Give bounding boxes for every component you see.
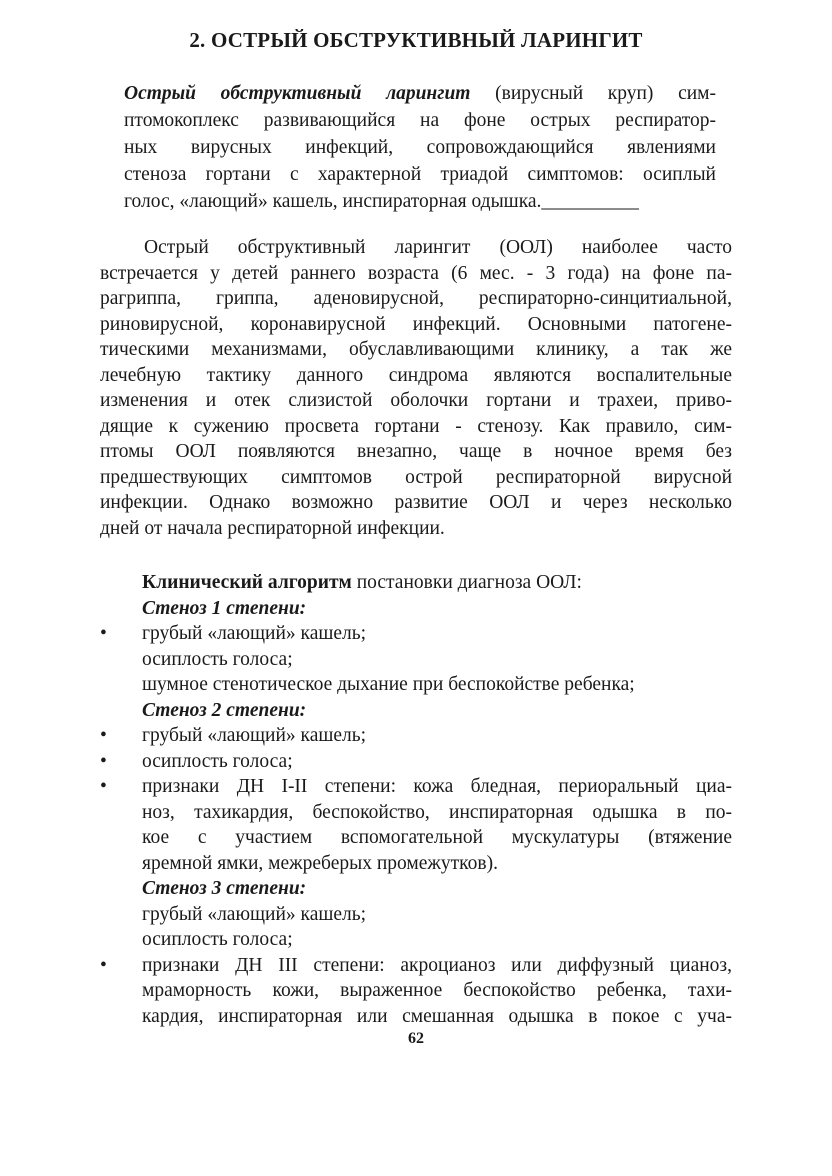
list-item: [100, 749, 732, 775]
list-item-text: осиплость голоса;: [142, 750, 293, 772]
stage-1-heading: Стеноз 1 степени:: [142, 597, 307, 619]
paragraph-line: рагриппа, гриппа, аденовирусной, респираторно-синцитиальной,: [100, 288, 732, 309]
list-item-line: яремной ямки, межреберых промежутков).: [142, 852, 498, 874]
bullet-icon: •: [100, 954, 107, 976]
paragraph-line: птомы ООЛ появляются внезапно, чаще в ночное время без: [100, 441, 732, 462]
algorithm-title: [100, 570, 732, 596]
page-number: 62: [408, 1030, 424, 1047]
definition-line: птомокоплекс развивающийся на фоне острых респиратор-: [124, 110, 716, 131]
list-item-text: грубый «лающий» кашель;: [142, 903, 367, 925]
definition-line: ных вирусных инфекций, сопровождающийся явлениями: [124, 137, 716, 158]
bullet-icon: •: [100, 623, 107, 644]
paragraph-line: предшествующих симптомов острой респираторной вирусной: [100, 466, 732, 488]
list-item: [100, 723, 732, 749]
definition-line: голос, «лающий» кашель, инспираторная одышка.__________: [124, 191, 639, 212]
list-item: [100, 774, 732, 876]
list-item: [100, 621, 732, 647]
list-item-line: признаки ДН III степени: акроцианоз или диффузный цианоз,: [142, 954, 732, 976]
definition-line-rest: (вирусный круп) сим-: [495, 83, 717, 104]
list-item-text: осиплость голоса;: [142, 648, 293, 670]
body-paragraph: [100, 235, 732, 541]
list-item-line: признаки ДН I-II степени: кожа бледная, периоральный циа-: [142, 776, 732, 797]
definition-line: [124, 80, 716, 107]
paragraph-line: лечебную тактику данного синдрома являются воспалительные: [100, 364, 732, 386]
list-item-text: шумное стенотическое дыхание при беспокойстве ребенка;: [142, 674, 635, 695]
bullet-icon: •: [100, 725, 107, 746]
clinical-algorithm: [100, 570, 732, 1029]
list-item-line: кардия, инспираторная или смешанная одышка в покое с уча-: [142, 1005, 732, 1027]
bullet-icon: •: [100, 776, 107, 797]
definition-block: [124, 80, 716, 215]
paragraph-line: дней от начала респираторной инфекции.: [100, 517, 445, 539]
list-item-text: осиплость голоса;: [142, 929, 293, 950]
paragraph-line: тическими механизмами, обуславливающими клинику, а так же: [100, 339, 732, 360]
paragraph-line: Острый обструктивный ларингит (ООЛ) наиболее часто: [144, 237, 732, 258]
list-item: [100, 647, 732, 673]
paragraph-line: риновирусной, коронавирусной инфекций. Основными патогене-: [100, 313, 732, 335]
definition-line: стеноза гортани с характерной триадой симптомов: осиплый: [124, 164, 716, 185]
list-item-text: грубый «лающий» кашель;: [142, 623, 367, 644]
paragraph-line: дящие к сужению просвета гортани - стенозу. Как правило, сим-: [100, 415, 732, 437]
definition-term: Острый обструктивный ларингит: [124, 83, 471, 104]
algorithm-title-bold: Клинический алгоритм: [142, 572, 352, 593]
paragraph-line: изменения и отек слизистой оболочки гортани и трахеи, приво-: [100, 390, 732, 411]
list-item: [100, 927, 732, 953]
paragraph-line: встречается у детей раннего возраста (6 мес. - 3 года) на фоне па-: [100, 262, 732, 284]
section-heading: 2. ОСТРЫЙ ОБСТРУКТИВНЫЙ ЛАРИНГИТ: [189, 28, 643, 52]
list-item-text: грубый «лающий» кашель;: [142, 725, 367, 746]
stage-2-heading: Стеноз 2 степени:: [142, 699, 307, 721]
list-item: [100, 672, 732, 698]
list-item-line: кое с участием вспомогательной мускулатуры (втяжение: [142, 827, 732, 848]
algorithm-title-rest: постановки диагноза ООЛ:: [351, 572, 582, 593]
stage-3-heading: Стеноз 3 степени:: [142, 878, 307, 899]
list-item: [100, 902, 732, 928]
list-item-line: ноз, тахикардия, беспокойство, инспираторная одышка в по-: [142, 801, 732, 823]
list-item-line: мраморность кожи, выраженное беспокойство ребенка, тахи-: [142, 980, 732, 1001]
list-item: [100, 953, 732, 1030]
paragraph-line: инфекции. Однако возможно развитие ООЛ и через несколько: [100, 492, 732, 513]
bullet-icon: •: [100, 750, 107, 772]
